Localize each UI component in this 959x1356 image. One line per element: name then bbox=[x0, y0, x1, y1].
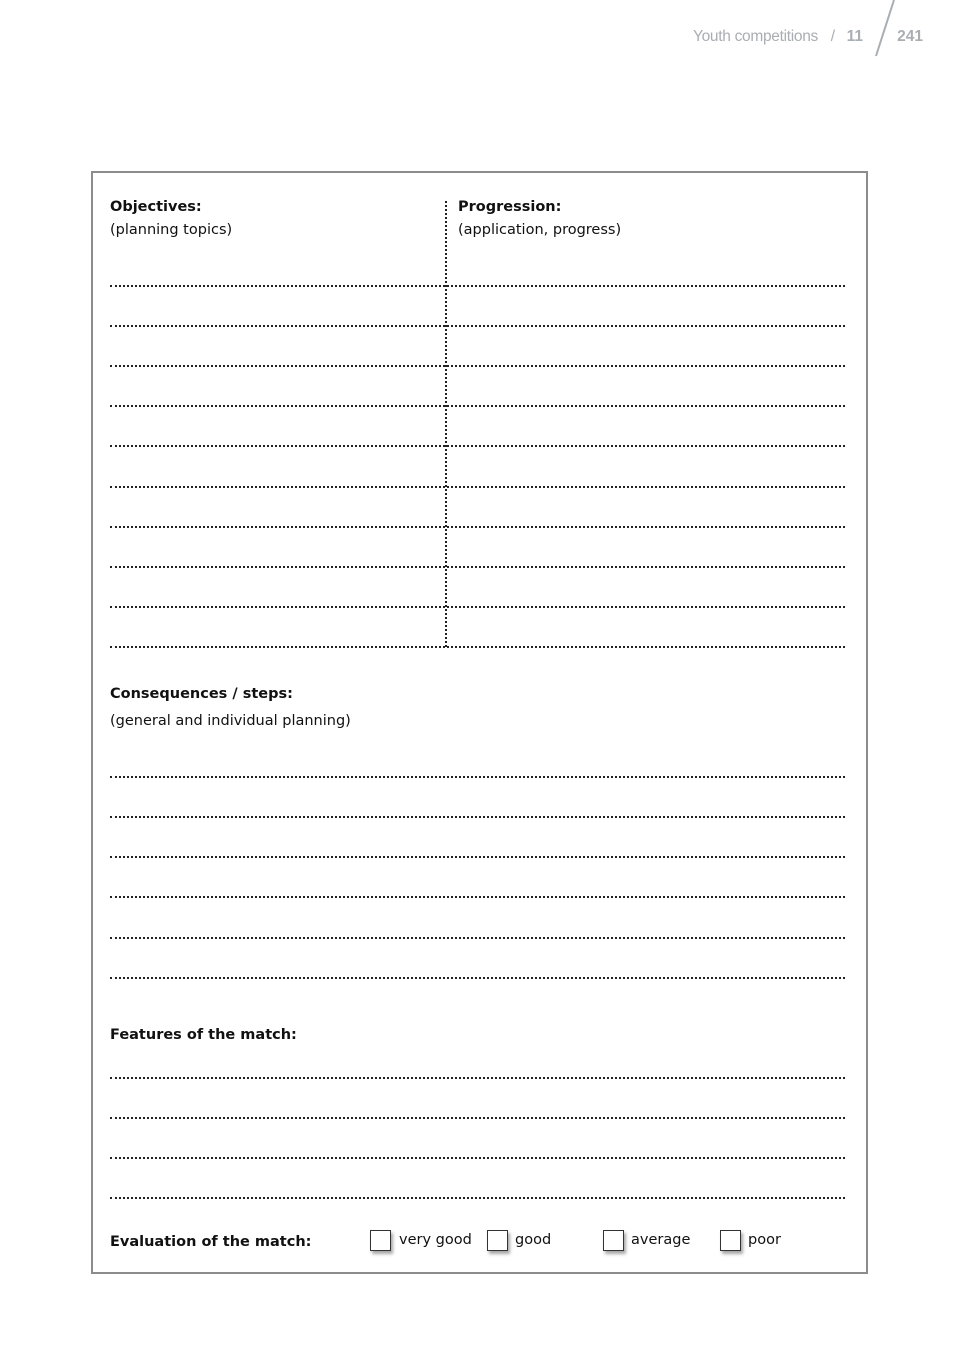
progression-title: Progression: bbox=[458, 199, 562, 215]
objectives-writing-line[interactable] bbox=[110, 606, 845, 608]
good-checkbox[interactable] bbox=[487, 1230, 508, 1251]
objectives-writing-line[interactable] bbox=[110, 566, 845, 568]
evaluation-row bbox=[0, 1228, 959, 1258]
progression-subtitle: (application, progress) bbox=[458, 222, 622, 238]
consequences-writing-line[interactable] bbox=[110, 856, 845, 858]
page-number: 241 bbox=[897, 28, 923, 45]
running-head-section: Youth competitions bbox=[692, 28, 818, 45]
consequences-writing-line[interactable] bbox=[110, 937, 845, 939]
objectives-writing-line[interactable] bbox=[110, 325, 845, 327]
objectives-writing-line[interactable] bbox=[110, 445, 845, 447]
objectives-writing-line[interactable] bbox=[110, 405, 845, 407]
running-head-slash: / bbox=[830, 28, 835, 45]
consequences-subtitle: (general and individual planning) bbox=[110, 713, 351, 729]
evaluation-title: Evaluation of the match: bbox=[110, 1234, 312, 1250]
slash-divider-graphic bbox=[870, 0, 900, 58]
very-good-label: very good bbox=[399, 1232, 472, 1248]
features-writing-line[interactable] bbox=[110, 1157, 845, 1159]
consequences-writing-line[interactable] bbox=[110, 816, 845, 818]
consequences-writing-line[interactable] bbox=[110, 776, 845, 778]
consequences-title: Consequences / steps: bbox=[110, 686, 293, 702]
features-title: Features of the match: bbox=[110, 1027, 297, 1043]
objectives-subtitle: (planning topics) bbox=[110, 222, 233, 238]
features-writing-line[interactable] bbox=[110, 1117, 845, 1119]
objectives-writing-line[interactable] bbox=[110, 365, 845, 367]
objectives-title: Objectives: bbox=[110, 199, 202, 215]
features-writing-line[interactable] bbox=[110, 1077, 845, 1079]
column-divider bbox=[445, 201, 447, 647]
chapter-number: 11 bbox=[846, 28, 863, 45]
objectives-writing-line[interactable] bbox=[110, 285, 845, 287]
features-writing-line[interactable] bbox=[110, 1197, 845, 1199]
very-good-checkbox[interactable] bbox=[370, 1230, 391, 1251]
running-head bbox=[0, 26, 959, 66]
poor-checkbox[interactable] bbox=[720, 1230, 741, 1251]
average-label: average bbox=[631, 1232, 691, 1248]
objectives-writing-line[interactable] bbox=[110, 646, 845, 648]
objectives-writing-line[interactable] bbox=[110, 526, 845, 528]
consequences-writing-line[interactable] bbox=[110, 896, 845, 898]
good-label: good bbox=[515, 1232, 552, 1248]
objectives-writing-line[interactable] bbox=[110, 486, 845, 488]
poor-label: poor bbox=[748, 1232, 781, 1248]
consequences-writing-line[interactable] bbox=[110, 977, 845, 979]
average-checkbox[interactable] bbox=[603, 1230, 624, 1251]
